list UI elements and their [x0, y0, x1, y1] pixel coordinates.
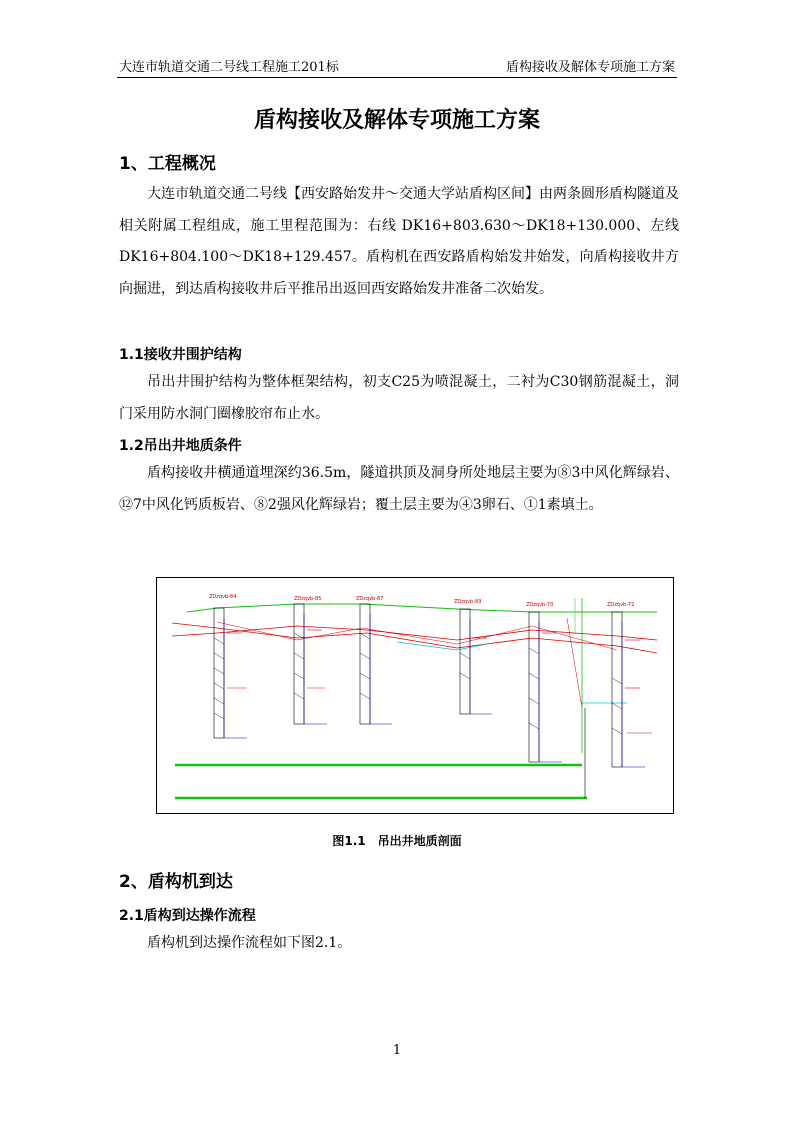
stratum-line	[172, 623, 657, 653]
figure-caption: 图1.1 吊出井地质剖面	[332, 834, 462, 848]
section-1-intro: 大连市轨道交通二号线【西安路始发井～交通大学站盾构区间】由两条圆形盾构隧道及相关附属工程组成，施工里程范围为：右线 DK16+803.630～DK18+130.000、左线DK16+804.100～DK18+129.457。盾构机在西安路盾构始发井始发，向盾构接收井方向掘进，到达盾构接收井后平推吊出返回西安路始发井准备二次始发。	[119, 186, 679, 297]
borehole-label: ZDzqvb-72	[607, 602, 635, 608]
ground-surface-line	[187, 604, 657, 612]
borehole-column	[360, 604, 370, 724]
borehole-label: ZDzqvb-84	[209, 594, 237, 600]
geology-section-figure	[156, 577, 674, 814]
borehole-label: ZDzqvb-85	[294, 596, 322, 602]
header-right-text: 盾构接收及解体专项施工方案	[505, 60, 675, 75]
stratum-line	[217, 622, 617, 650]
section-2-heading: 2、盾构机到达	[119, 872, 233, 892]
stratum-line	[567, 618, 582, 708]
borehole-label: ZDzqvb-87	[356, 596, 384, 602]
section-1-2-heading: 1.2吊出井地质条件	[119, 438, 242, 454]
borehole-column	[612, 612, 622, 767]
header-left-text: 大连市轨道交通二号线工程施工201标	[119, 60, 339, 75]
page-number: 1	[392, 1043, 402, 1058]
section-2-1-heading: 2.1盾构到达操作流程	[119, 908, 256, 924]
borehole-label: ZDzqvb-89	[454, 599, 482, 605]
section-1-heading: 1、工程概况	[119, 154, 216, 174]
borehole-column	[529, 612, 539, 762]
section-2-1-text: 盾构机到达操作流程如下图2.1。	[147, 935, 352, 951]
borehole-column	[460, 609, 470, 714]
borehole-label: ZDzqvb-70	[526, 602, 554, 608]
section-1-1-text: 吊出井围护结构为整体框架结构，初支C25为喷混凝土，二衬为C30钢筋混凝土，洞门采用防水洞门圈橡胶帘布止水。	[119, 374, 679, 422]
section-1-2-text: 盾构接收井横通道埋深约36.5m，隧道拱顶及洞身所处地层主要为⑧3中风化辉绿岩、⑫7中风化钙质板岩、⑧2强风化辉绿岩；覆土层主要为④3卵石、①1素填土。	[119, 465, 679, 513]
document-title: 盾构接收及解体专项施工方案	[253, 108, 540, 133]
geology-section-drawing	[157, 578, 673, 813]
section-1-1-heading: 1.1接收井围护结构	[119, 347, 242, 363]
borehole-column	[294, 604, 304, 724]
header-divider	[117, 77, 677, 78]
